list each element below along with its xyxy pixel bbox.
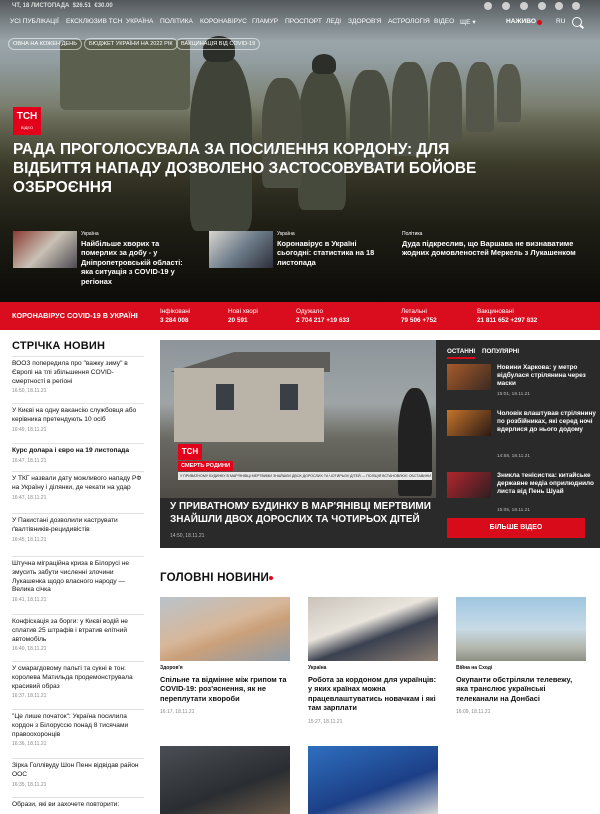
news-card-time: 15:27, 18.11.21 bbox=[308, 719, 343, 725]
hero-image-helmet bbox=[312, 54, 336, 74]
nav-item-astrology[interactable]: АСТРОЛОГІЯ bbox=[388, 18, 430, 25]
news-card[interactable] bbox=[160, 597, 290, 727]
feed-item-time: 16:37, 18.11.21 bbox=[12, 693, 47, 700]
viber-icon[interactable] bbox=[555, 2, 563, 10]
sub-news-thumbnail bbox=[13, 231, 77, 268]
news-card-title[interactable]: Окупанти обстріляли телевежу, яка транслює українські телеканали на Донбасі bbox=[456, 675, 573, 703]
news-card-time: 16:09, 18.11.21 bbox=[456, 709, 491, 715]
search-icon[interactable] bbox=[572, 17, 582, 27]
news-card-image[interactable] bbox=[160, 746, 290, 814]
news-feed-header bbox=[12, 340, 152, 352]
feed-item-title[interactable]: Конфіскація за борги: у Києві водій не сплатив 25 штрафів і втратив елітний автомобіль bbox=[12, 618, 128, 643]
list-item[interactable] bbox=[12, 403, 144, 433]
feed-item-title[interactable]: У ТКГ назвали дату можливого нападу РФ на Україну і ділянки, де чекати на удар bbox=[12, 475, 142, 491]
sub-news-title[interactable]: Дуда підкреслив, що Варшава не визнаватиме жодних домовленостей Меркель з Лукашенком bbox=[402, 239, 576, 258]
covid-stat-infected: Інфіковані 3 284 008 bbox=[160, 308, 191, 324]
tab-popular[interactable]: ПОПУЛЯРНІ bbox=[482, 348, 520, 355]
tsn-video-badge: ТСН bbox=[178, 444, 202, 460]
sub-news-item[interactable] bbox=[13, 231, 188, 286]
sub-news-item[interactable] bbox=[334, 231, 594, 271]
live-link[interactable]: НАЖИВО bbox=[506, 18, 536, 25]
house-window bbox=[280, 384, 298, 410]
feed-item-time: 16:41, 18.11.21 bbox=[12, 597, 47, 604]
live-dot-icon bbox=[537, 20, 542, 25]
sub-news-category: Політика bbox=[402, 231, 423, 237]
nav-item-glamour[interactable]: ГЛАМУР bbox=[252, 18, 279, 25]
side-item-thumbnail bbox=[447, 364, 491, 390]
nav-item-coronavirus[interactable]: КОРОНАВІРУС bbox=[200, 18, 247, 25]
feed-item-title[interactable]: Штучна міграційна криза в Білорусі не змусить забути численні злочини Лукашенка щодо власного народу — Велика січка bbox=[12, 560, 130, 594]
list-item[interactable] bbox=[12, 614, 144, 652]
main-story[interactable] bbox=[160, 340, 436, 548]
hero-image-soldier bbox=[430, 62, 462, 142]
story-tag: СМЕРТЬ РОДИНИ bbox=[178, 461, 233, 471]
feed-item-time: 16:49, 18.11.21 bbox=[12, 426, 47, 433]
topic-pill[interactable]: БЮДЖЕТ УКРАЇНИ НА 2022 РІК bbox=[84, 38, 178, 50]
feed-item-time: 16:45, 18.11.21 bbox=[12, 536, 47, 543]
covid-stat-new: Нові хворі 20 591 bbox=[228, 308, 258, 324]
nav-item-ukraine[interactable]: УКРАЇНА bbox=[126, 18, 154, 25]
feed-item-time: 16:47, 18.11.21 bbox=[12, 457, 47, 464]
hero-image-soldier bbox=[466, 62, 494, 132]
main-navigation bbox=[0, 14, 600, 32]
covid-stat-vaccinated: Вакциновані 21 811 652 +297 832 bbox=[477, 308, 538, 324]
list-item[interactable] bbox=[12, 758, 144, 788]
news-card-title[interactable]: Робота за кордоном для українців: у яких країнах можна працевлаштуватись новачкам і які там зарплати bbox=[308, 675, 437, 713]
covid-label: КОРОНАВІРУС COVID-19 В УКРАЇНІ bbox=[12, 311, 138, 320]
instagram-icon[interactable] bbox=[520, 2, 528, 10]
more-video-button[interactable]: БІЛЬШЕ ВІДЕО bbox=[447, 518, 585, 538]
nav-item-health[interactable]: ЗДОРОВ'Я bbox=[348, 18, 382, 25]
feed-item-time: 16:47, 18.11.21 bbox=[12, 494, 47, 501]
language-switch[interactable]: RU bbox=[556, 18, 566, 25]
news-card-time: 16:17, 18.11.21 bbox=[160, 709, 195, 715]
side-item-time: 15:01, 18.11.21 bbox=[497, 392, 530, 397]
list-item[interactable] bbox=[12, 797, 144, 810]
news-ticker: У ПРИВАТНОМУ БУДИНКУ В МАР'ЯНІВЦІ МЕРТВИМИ ЗНАЙШЛИ ДВОХ ДОРОСЛИХ ТА ЧОТИРЬОХ ДІТЕЙ — ПОЛІЦІЯ ВСТАНОВЛЮЄ ОБСТАВИНИ bbox=[180, 474, 431, 478]
side-item-title[interactable]: Новини Харкова: у метро відбулася стрілянина через маски bbox=[497, 364, 586, 388]
hero-banner[interactable] bbox=[0, 0, 600, 302]
side-item-time: 14:58, 18.11.21 bbox=[497, 454, 530, 459]
section-dot-icon bbox=[269, 576, 273, 580]
list-item[interactable] bbox=[12, 443, 144, 464]
list-item[interactable] bbox=[12, 661, 144, 699]
nav-item-lady[interactable]: ЛЕДІ bbox=[326, 18, 342, 25]
news-card[interactable] bbox=[308, 597, 438, 727]
main-story-time: 14:50, 18.11.21 bbox=[170, 533, 205, 539]
feed-item-time: 16:36, 18.11.21 bbox=[12, 741, 47, 748]
nav-item-all[interactable]: УСІ ПУБЛІКАЦІЇ bbox=[10, 18, 59, 25]
sub-news-title[interactable]: Коронавірус в Україні сьогодні: статистика на 18 листопада bbox=[277, 239, 375, 267]
covid-stat-deaths: Летальні 79 506 +752 bbox=[401, 308, 437, 324]
house-wall bbox=[174, 368, 324, 442]
news-card-title[interactable]: Спільне та відмінне між грипом та COVID-19: роз'яснення, як не переплутати хвороби bbox=[160, 675, 287, 703]
side-item-time: 15:05, 18.11.21 bbox=[497, 508, 530, 513]
topic-pill[interactable]: ВАКЦИНАЦІЯ ВІД COVID-19 bbox=[176, 38, 260, 50]
side-item-title[interactable]: Зникла тенісистка: китайське державне медіа оприлюднило листа від Пень Шуай bbox=[497, 472, 594, 496]
side-item-title[interactable]: Чоловік влаштував стрілянину по розбійниках, які серед ночі вдерлися до нього додому bbox=[497, 410, 596, 434]
tsn-logo[interactable]: ТСН ВІДЕО bbox=[13, 107, 41, 135]
news-card-category: Здоров'я bbox=[160, 665, 183, 671]
feed-item-title[interactable]: У Києві на одну вакансію службовця або керівника претендують 10 осіб bbox=[12, 407, 137, 423]
sub-news-title[interactable]: Найбільше хворих та померлих за добу - у Дніпропетровській області: яка ситуація з COVID-19 у регіонах bbox=[81, 239, 183, 286]
covid-stat-recovered: Одужало 2 704 217 +19 633 bbox=[296, 308, 350, 324]
sub-news-category: Україна bbox=[277, 231, 295, 237]
tab-latest[interactable]: ОСТАННІ bbox=[447, 348, 475, 359]
hero-image-soldier bbox=[497, 64, 521, 122]
main-story-title[interactable]: У ПРИВАТНОМУ БУДИНКУ В МАР'ЯНІВЦІ МЕРТВИМИ ЗНАЙШЛИ ДВОХ ДОРОСЛИХ ТА ЧОТИРЬОХ ДІТЕЙ bbox=[170, 501, 431, 525]
nav-item-politics[interactable]: ПОЛІТИКА bbox=[160, 18, 193, 25]
current-date: ЧТ, 18 ЛИСТОПАДА $26.51 €30.00 bbox=[12, 3, 113, 9]
news-card[interactable] bbox=[456, 597, 586, 727]
topic-pill[interactable]: ОВНА НА КОЖЕН ДЕНЬ bbox=[8, 38, 82, 50]
feed-item-title[interactable]: Образи, які ви захочете повторити: bbox=[12, 801, 120, 808]
hero-headline[interactable]: РАДА ПРОГОЛОСУВАЛА ЗА ПОСИЛЕННЯ КОРДОНУ: ДЛЯ ВІДБИТТЯ НАПАДУ ДОЗВОЛЕНО ЗАСТОСОВУВАТИ БОЙОВЕ ОЗБРОЄННЯ bbox=[13, 141, 477, 196]
youtube-icon[interactable] bbox=[502, 2, 510, 10]
sub-news-thumbnail bbox=[209, 231, 273, 268]
news-feed-title: СТРІЧКА НОВИН bbox=[12, 340, 106, 352]
feed-item-title[interactable]: Курс долара і євро на 19 листопада bbox=[12, 447, 130, 454]
list-item[interactable] bbox=[12, 356, 144, 394]
house-window bbox=[216, 384, 234, 410]
nav-item-exclusive[interactable]: ЕКСКЛЮЗИВ ТСН bbox=[66, 18, 123, 25]
feed-item-title[interactable]: "Це лише початок": Україна посилила кордон з Білоруссю понад 8 тисячами правоохоронців bbox=[12, 713, 129, 738]
section-title: ГОЛОВНІ НОВИНИ bbox=[160, 571, 270, 584]
hero-image-truck bbox=[60, 40, 190, 110]
sub-news-category: Україна bbox=[81, 231, 99, 237]
telegram-icon[interactable] bbox=[538, 2, 546, 10]
list-item[interactable] bbox=[12, 709, 144, 747]
feed-item-time: 16:40, 18.11.21 bbox=[12, 646, 47, 653]
feed-item-time: 16:35, 18.11.21 bbox=[12, 781, 47, 788]
list-item[interactable] bbox=[12, 471, 144, 501]
main-story-image bbox=[160, 340, 436, 498]
covid-stats-bar[interactable] bbox=[0, 302, 600, 330]
feed-item-title[interactable]: Зірка Голлівуду Шон Пенн відвідав район ООС bbox=[12, 762, 139, 778]
news-card-image bbox=[160, 597, 290, 661]
side-item-thumbnail bbox=[447, 472, 491, 498]
feed-item-title[interactable]: ВООЗ попередила про "важку зиму" в Європі на тлі збільшення COVID-смертності в регіоні bbox=[12, 360, 128, 385]
top-bar bbox=[0, 0, 600, 14]
facebook-icon[interactable] bbox=[484, 2, 492, 10]
twitter-icon[interactable] bbox=[572, 2, 580, 10]
side-item-thumbnail bbox=[447, 410, 491, 436]
news-card-image bbox=[308, 597, 438, 661]
nav-item-more[interactable]: ЩЕ ▾ bbox=[460, 19, 476, 26]
list-item[interactable] bbox=[12, 556, 144, 603]
news-card-image bbox=[456, 597, 586, 661]
news-card-image[interactable] bbox=[308, 746, 438, 814]
list-item[interactable] bbox=[12, 513, 144, 543]
nav-item-prosport[interactable]: ПРОСПОРТ bbox=[285, 18, 322, 25]
nav-item-video[interactable]: ВІДЕО bbox=[434, 18, 455, 25]
feed-item-time: 16:50, 18.11.21 bbox=[12, 388, 47, 395]
video-side-panel bbox=[436, 340, 600, 548]
news-card-category: Війна на Сході bbox=[456, 665, 493, 671]
feed-item-title[interactable]: У Пакистані дозволили каструвати ґвалтівників-рецидивістів bbox=[12, 517, 118, 533]
feed-item-title[interactable]: У смарагдовому пальті та сукні в тон: королева Матильда продемонструвала красивий образ bbox=[12, 665, 133, 690]
news-card-category: Україна bbox=[308, 665, 327, 671]
